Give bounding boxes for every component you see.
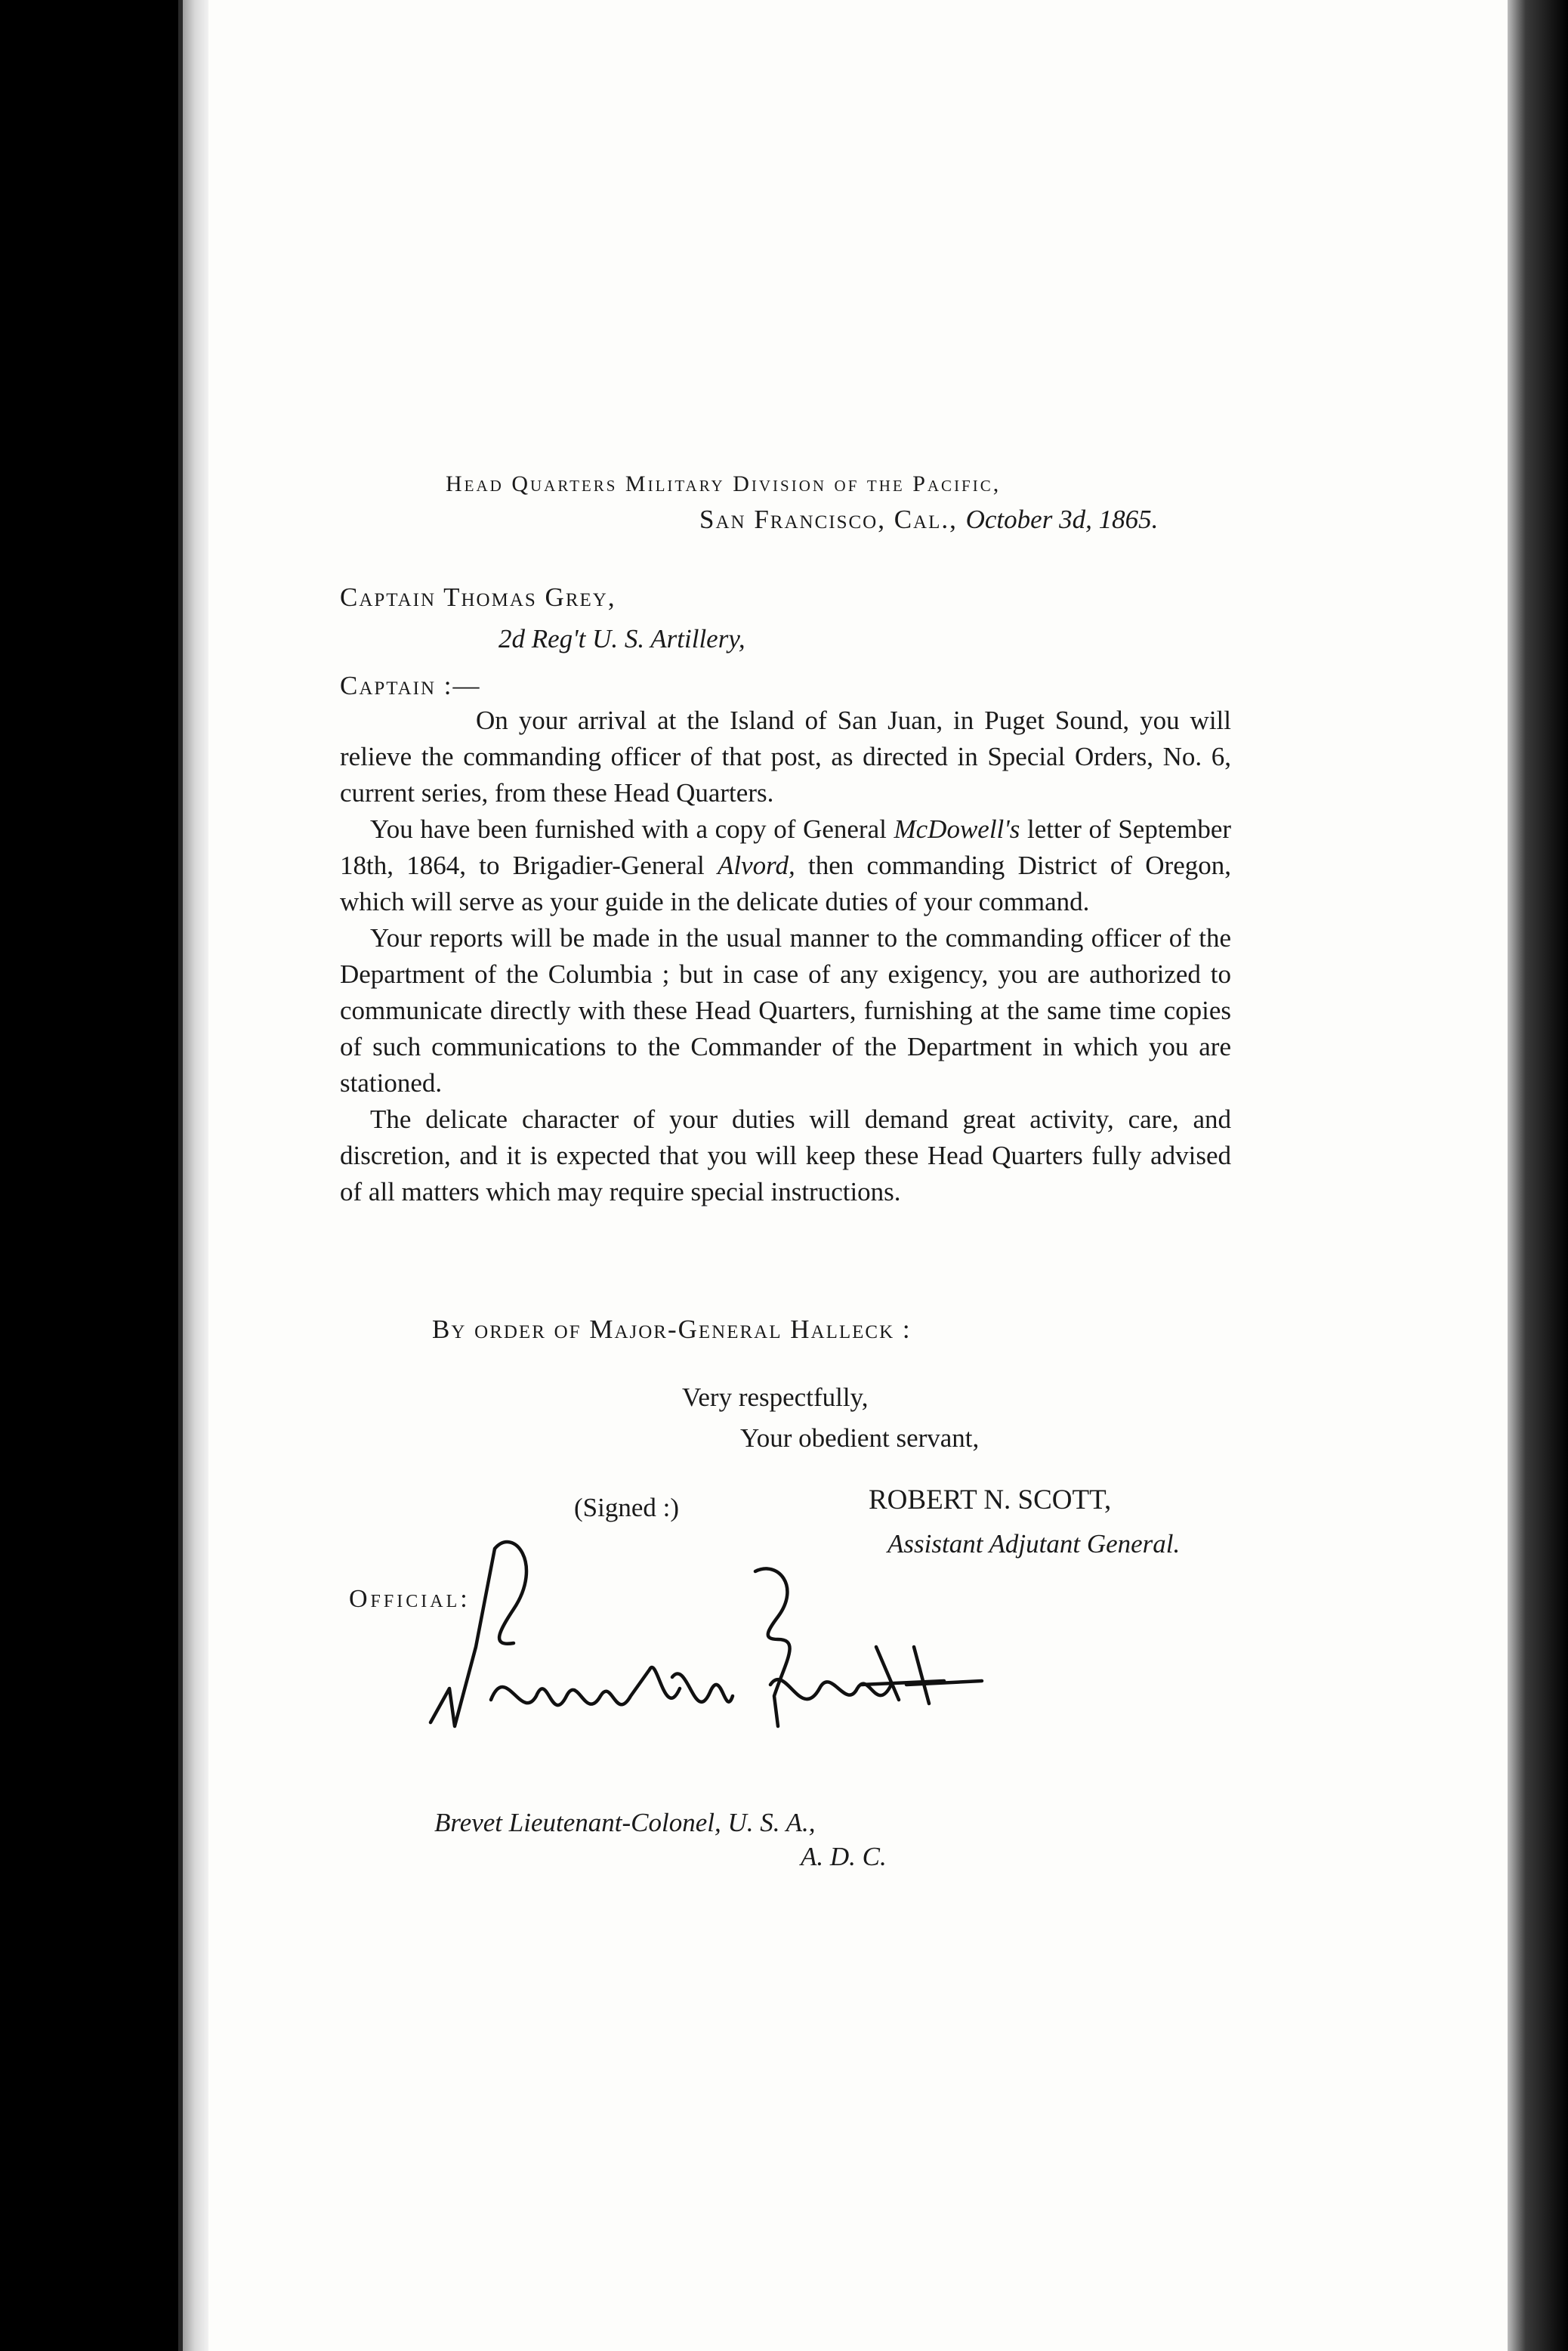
addressee-name: Captain Thomas Grey,: [340, 582, 616, 612]
paragraph-2: [340, 811, 1231, 920]
para2-part-c: then commanding District of Oregon, which will serve as your guide in the delicate duties of your command.: [340, 851, 1231, 916]
official-label: Official:: [349, 1585, 471, 1613]
paragraph-4: The delicate character of your duties will demand great activity, care, and discretion, and it is expected that you will keep these Head Quarters fully advised of all matters which may require special instructions.: [340, 1104, 1231, 1206]
by-order-line: By order of Major-General Halleck :: [432, 1315, 912, 1344]
place: San Francisco, Cal.,: [699, 505, 966, 534]
binding-edge: [178, 0, 208, 2351]
salutation: Captain :—: [340, 671, 481, 700]
binding-shadow: [178, 0, 183, 2351]
paragraph-3: Your reports will be made in the usual manner to the commanding officer of the Department of the Columbia ; but in case of any exigency, you are authorized to communicate directly with these Head Quarters, furnishing at the same time copies of such communications to the Commander of the Department in which you are stationed.: [340, 923, 1231, 1098]
handwritten-signature: [423, 1534, 997, 1768]
para2-part-b: letter of September 18th, 1864, to Brigadier-General: [340, 814, 1232, 880]
signer-title: Assistant Adjutant General.: [887, 1529, 1181, 1559]
letterhead-organization: Head Quarters Military Division of the Pacific,: [446, 471, 1002, 496]
signer-name: ROBERT N. SCOTT,: [869, 1484, 1112, 1515]
very-respectfully: Very respectfully,: [682, 1382, 869, 1412]
place-date-line: [699, 506, 1158, 533]
addressee-regiment: 2d Reg't U. S. Artillery,: [498, 624, 745, 653]
date: October 3d, 1865.: [965, 505, 1159, 534]
rank-line: Brevet Lieutenant-Colonel, U. S. A.,: [434, 1808, 816, 1837]
signed-note: (Signed :): [574, 1493, 680, 1522]
paragraph-1: On your arrival at the Island of San Juan, in Puget Sound, you will relieve the commanding officer of that post, as directed in Special Orders, No. 6, current series, from these Head Quarters.: [340, 706, 1231, 808]
obedient-servant: Your obedient servant,: [740, 1423, 980, 1453]
para2-name-alvord: Alvord,: [717, 851, 795, 880]
para2-name-mcdowell: McDowell's: [894, 814, 1020, 844]
para2-part-a: You have been furnished with a copy of General: [370, 814, 894, 844]
adc-line: A. D. C.: [801, 1842, 887, 1871]
letter-body: [340, 703, 1231, 1210]
page-edge-shadow: [1508, 0, 1568, 2351]
